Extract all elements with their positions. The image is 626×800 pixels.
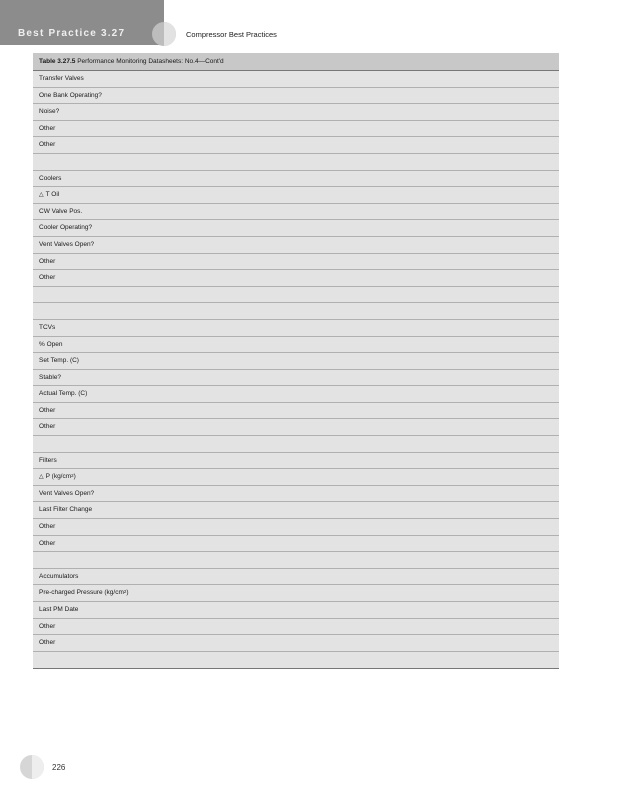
table-row <box>33 486 559 503</box>
page-number: 226 <box>52 763 66 772</box>
table-row <box>33 519 559 536</box>
table-row <box>33 585 559 602</box>
table-caption-label: Table 3.27.5 <box>39 58 76 65</box>
table-row <box>33 552 559 569</box>
running-head: Compressor Best Practices <box>186 30 277 39</box>
table-row <box>33 320 559 337</box>
table-row <box>33 635 559 652</box>
table-row <box>33 104 559 121</box>
table-row <box>33 137 559 154</box>
table-caption <box>33 53 559 71</box>
table-row-label: Other <box>39 124 56 132</box>
table-row-label: Other <box>39 523 56 531</box>
table-row-label: Other <box>39 622 56 630</box>
table-row <box>33 171 559 188</box>
footer-circle-decoration-highlight <box>32 755 44 779</box>
table-row-label: Vent Valves Open? <box>39 489 95 497</box>
table-row-label: TCVs <box>39 323 56 331</box>
table-row <box>33 469 559 486</box>
table-row <box>33 502 559 519</box>
delta-symbol: △ <box>39 474 44 481</box>
table-row-label: Stable? <box>39 373 62 381</box>
table-row <box>33 71 559 88</box>
table-row <box>33 536 559 553</box>
table-row-label: Pre-charged Pressure (kg/cm <box>39 589 124 597</box>
table-row-label: Other <box>39 274 56 282</box>
table-row <box>33 602 559 619</box>
table-row <box>33 652 559 669</box>
table-row <box>33 453 559 470</box>
table-row <box>33 353 559 370</box>
table-row <box>33 370 559 387</box>
table-row <box>33 154 559 171</box>
table-row-label: Noise? <box>39 108 60 116</box>
table-row <box>33 619 559 636</box>
table-row-label: % Open <box>39 340 63 348</box>
table-row-label: One Bank Operating? <box>39 91 102 99</box>
table-row-label: Transfer Valves <box>39 75 84 82</box>
table-row <box>33 121 559 138</box>
table-row-label: Coolers <box>39 174 62 182</box>
table-row-label: P (kg/cm <box>45 473 72 481</box>
table-row <box>33 419 559 436</box>
table-row <box>33 220 559 237</box>
table-rows <box>33 71 559 668</box>
table-row-label: Other <box>39 141 56 149</box>
table-row-label: Other <box>39 639 56 647</box>
table-row <box>33 287 559 304</box>
table-row-label: Other <box>39 257 56 265</box>
superscript: 2 <box>71 473 74 479</box>
table-row <box>33 204 559 221</box>
section-tab: Best Practice 3.27 <box>18 28 126 39</box>
table-row-label: Accumulators <box>39 572 79 580</box>
table-row-label: Vent Valves Open? <box>39 240 95 248</box>
table-row-label: Filters <box>39 456 57 464</box>
table-row <box>33 303 559 320</box>
table-row-label: Actual Temp. (C) <box>39 390 88 398</box>
table-row-label: Cooler Operating? <box>39 224 93 232</box>
table-row <box>33 403 559 420</box>
table-row <box>33 270 559 287</box>
table-row-label: Other <box>39 539 56 547</box>
table-caption-text: Performance Monitoring Datasheets: No.4—Cont'd <box>77 58 224 65</box>
table-row <box>33 386 559 403</box>
table-row-suffix: ) <box>73 473 76 481</box>
table-row-label: T Oil <box>45 191 60 199</box>
table-row-label: CW Valve Pos. <box>39 207 83 215</box>
table-row <box>33 569 559 586</box>
table-row-label: Last Filter Change <box>39 506 93 514</box>
header-circle-decoration-highlight <box>164 22 176 46</box>
table-row-label: Set Temp. (C) <box>39 357 79 365</box>
table-row-label: Other <box>39 423 56 431</box>
table-row <box>33 237 559 254</box>
table-row <box>33 88 559 105</box>
table-row-label: Other <box>39 406 56 414</box>
table-row-suffix: ) <box>126 589 129 597</box>
table-row <box>33 254 559 271</box>
delta-symbol: △ <box>39 192 44 199</box>
table-row <box>33 187 559 204</box>
table-row-label: Last PM Date <box>39 606 79 613</box>
table-row <box>33 337 559 354</box>
superscript: 2 <box>123 589 127 595</box>
datasheet-table <box>33 53 559 669</box>
table-row <box>33 436 559 453</box>
